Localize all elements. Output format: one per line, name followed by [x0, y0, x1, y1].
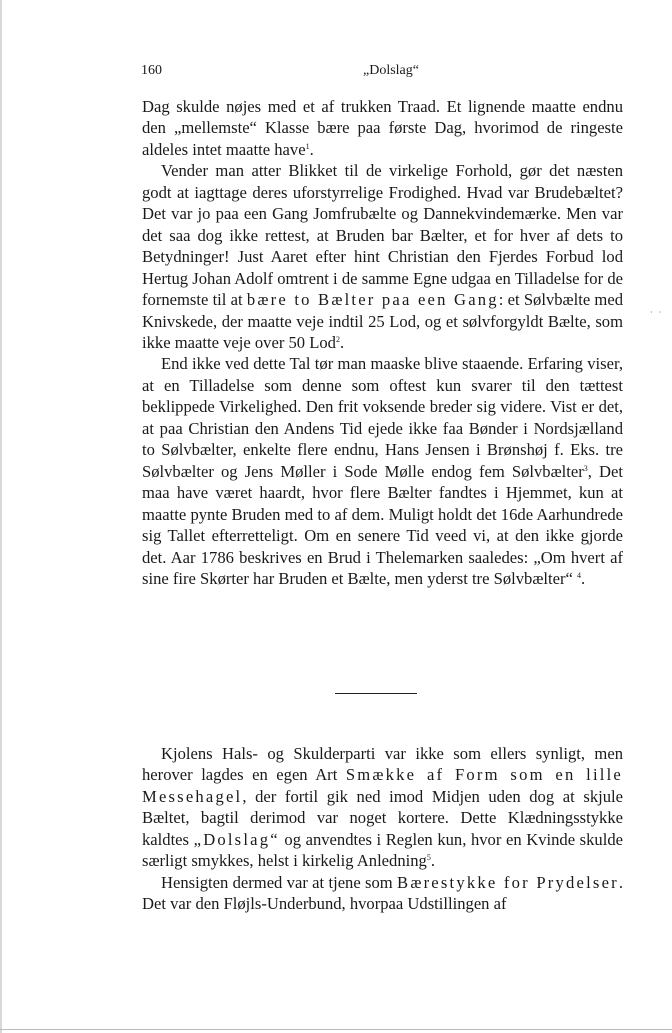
scan-left-edge: [0, 0, 2, 1033]
scan-bottom-edge: [0, 1029, 672, 1030]
emphasis-spaced: bære to Bælter paa een Gang: [246, 290, 499, 310]
paragraph: Kjolens Hals- og Skulderparti var ikke som ellers synligt, men herover lagdes en egen Art Smække af Form som en lille Messehagel, der fortil gik ned imod Midjen uden dog at skjule Bæltet, bagtil derimod var noget kortere. Dette Klædningsstykke kaldtes „Dolslag“ og anvendtes i Reglen kun, hvor en Kvinde skulde særligt smykkes, helst i kirkelig Anledning$^5$.: [142, 744, 624, 871]
margin-marks: · ·: [650, 308, 664, 317]
page-number: 160: [141, 63, 162, 78]
footnote-ref: 1: [305, 141, 310, 151]
emphasis-spaced: Smække af Form som en lille Messehagel: [142, 765, 623, 806]
footnote-ref: 5: [426, 853, 431, 863]
paragraph: Vender man atter Blikket til de virkelige Forhold, gør det næsten godt at iagttage deres uforstyrrelige Frodighed. Hvad var Brudebæltet? Det var jo paa een Gang Jomfrubælte og Dannekvindemærke. Men var det saa dog ikke rettest, at Bruden bar Bælter, et for hver af dets to Betydninger! Just Aaret efter hint Christian den Fjerdes Forbud lod Hertug Johan Adolf omtrent i de samme Egne udgaa en Tilladelse for de fornemste til at bære to Bælter paa een Gang: et Sølvbælte med Knivskede, der maatte veje indtil 25 Lod, og et sølvforgyldt Bælte, som ikke maatte veje over 50 Lod$^2$.: [142, 161, 623, 352]
footnote-ref: 4: [577, 570, 582, 580]
section-divider: [335, 693, 417, 694]
paragraph: End ikke ved dette Tal tør man maaske blive staaende. Erfaring viser, at en Tilladelse som denne som oftest kun svarer til den tættest beklippede Virkelighed. Den frit voksende breder sig videre. Vist er det, at paa Christian den Andens Tid ejede ikke faa Bønder i Nordsjælland to Sølvbælter, enkelte flere endnu, Hans Jensen i Brønshøj f. Eks. tre Sølvbælter og Jens Møller i Sode Mølle endog fem Sølvbælter$^3$, Det maa have været haardt, hvor flere Bælter fandtes i Hjemmet, kun at maatte pynte Bruden med to af dem. Muligt holdt det 16de Aarhundrede sig Tallet efterretteligt. Om en senere Tid veed vi, at den ikke gjorde det. Aar 1786 beskrives en Brud i Thelemarken saaledes: „Om hvert af sine fire Skørter har Bruden et Bælte, men yderst tre Sølvbælter“ $^4$.: [142, 354, 623, 588]
running-title: „Dolslag“: [363, 63, 419, 78]
footnote-ref: 3: [583, 463, 588, 473]
paragraph: Dag skulde nøjes med et af trukken Traad. Et lignende maatte endnu den „mellemste“ Klasse bære paa første Dag, hvorimod de ringeste aldeles intet maatte have$^1$.: [142, 97, 623, 159]
section-two: [142, 743, 623, 915]
emphasis-spaced: Bærestykke for Prydelser: [397, 872, 619, 892]
footnote-ref: 2: [335, 334, 340, 344]
section-one: [142, 96, 623, 589]
emphasis-spaced: „Dolslag“: [193, 829, 280, 849]
paragraph: Hensigten dermed var at tjene som Bærestykke for Prydelser. Det var den Fløjls-Underbund, hvorpaa Udstillingen af: [142, 872, 624, 914]
